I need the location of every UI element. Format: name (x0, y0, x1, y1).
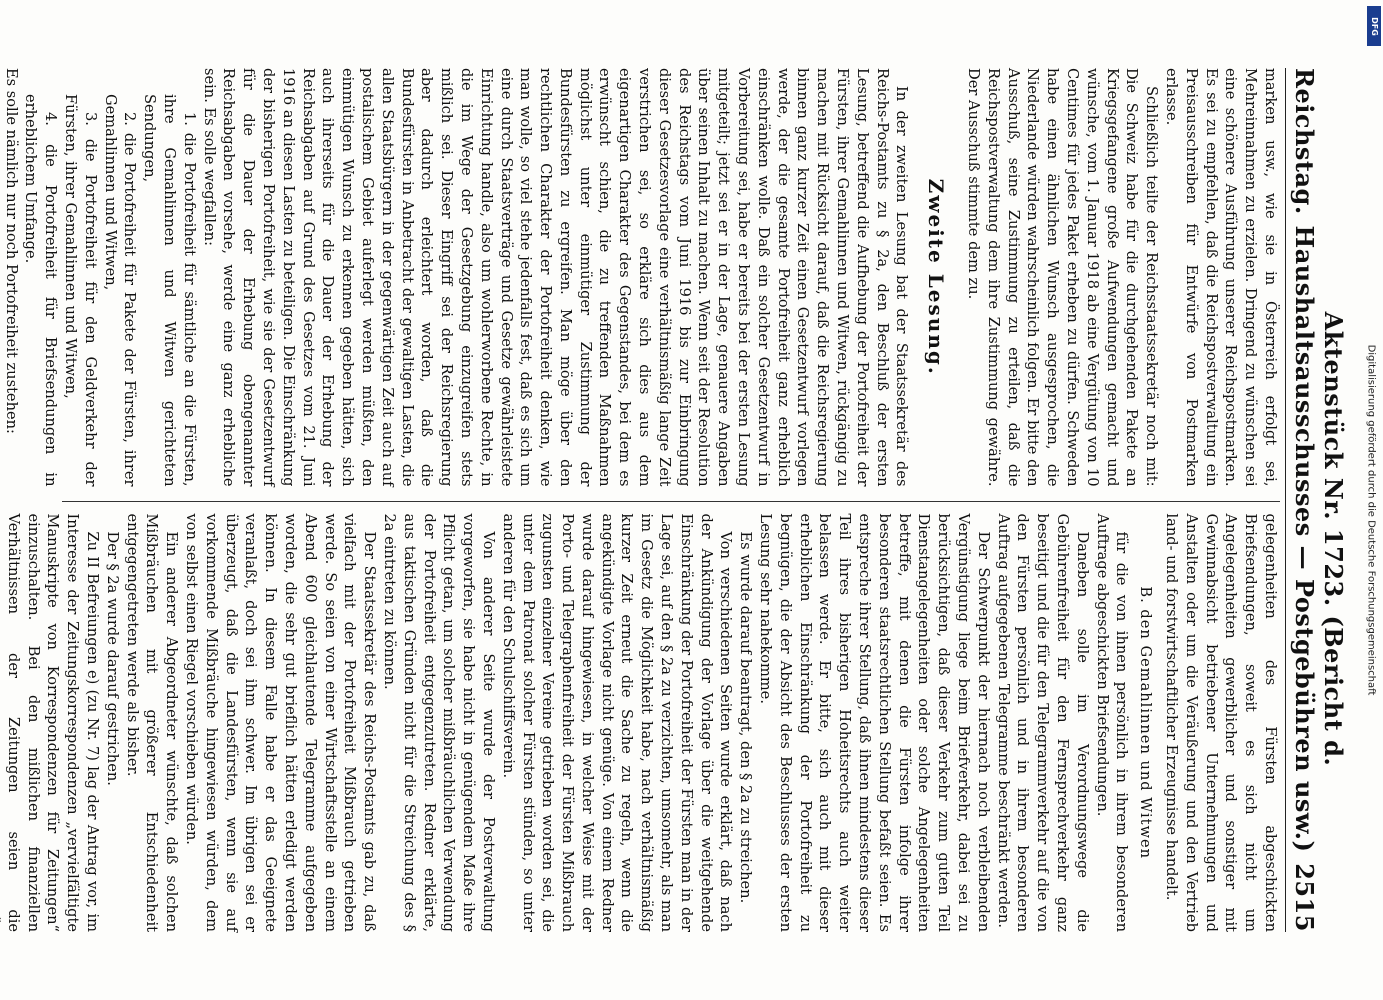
subheading: B. den Gemahlinnen und Witwen (1136, 586, 1154, 860)
list-item: 1. die Portofreiheit für sämtliche an die Fürsten, ihre Gemahlinnen und Witwen gerichteten Sendungen, (140, 94, 198, 487)
paragraph: Von anderer Seite wurde der Postverwaltung vorgeworfen, sie habe nicht in genügendem Maße ihre Pflicht getan, um solcher mißbräuchlichen Verwendung der Portofreiheit entgegenzutreten. Redner erklärte, aus taktischen Gründen nicht für die Streichung des § 2a eintreten zu können. (380, 513, 497, 932)
paragraph: Der Schwerpunkt der hiernach noch verbleibenden Vergünstigung liege beim Briefverkehr, dabei sei zu berücksichtigen, daß dieser Verkehr zum guten Teil Dienstangelegenheiten oder solche Angelegenheiten betreffe, mit denen die Fürsten infolge ihrer besonderen staatsrechtlichen Stellung befaßt seien. Es entspreche ihrer Stellung, daß ihnen mindestens dieser Teil ihres bisherigen Hoheitsrechts auch weiter belassen werde. Er bitte, sich auch mit dieser erheblichen Einschränkung der Portofreiheit zu begnügen, die der Absicht des Beschlusses der ersten Lesung sehr nahekomme. (756, 513, 992, 932)
document-sheet (2, 40, 1348, 960)
paragraph: Zu II Befreiungen e) (zu Nr. 7) lag der Antrag vor, im Interesse der Zeitungskorrespondenzen „vervielfältigte Manuskripte von Korrespondenzen für Zeitungen“ einzuschalten. Bei den mißlichen finanziellen Verhältnissen der Zeitungen seien die (4, 513, 101, 932)
paragraph: Daneben solle im Verordnungswege die Gebührenfreiheit für den Fernsprechverkehr ganz beseitigt und die für den Telegrammverkehr auf die von den Fürsten persönlich und in ihrem besonderen Auftrag aufgegebenen Telegramme beschränkt werden. (994, 513, 1091, 932)
dfg-logo-text: DFG (1369, 16, 1379, 36)
column-right (4, 501, 1280, 933)
paragraph: Schließlich teilte der Reichsstaatssekretär noch mit: Die Schweiz habe für die durchgehenden Pakete an Kriegsgefangene große Aufwendungen gemacht und wünsche, vom 1. Januar 1918 ab eine Vergütung von 10 Centimes für jedes Paket erheben zu dürfen. Schweden habe einen ähnlichen Wunsch ausgesprochen, die Niederlande würden wahrscheinlich folgen. Er bitte den Ausschuß, seine Zustimmung zu erteilen, daß die Reichspostverwaltung dem ihre Zustimmung gewähre. Der Ausschuß stimmte dem zu. (964, 68, 1160, 487)
paragraph: In der zweiten Lesung bat der Staatssekretär des Reichs-Postamts zu § 2a, den Beschluß der ersten Lesung, betreffend die Aufhebung der Portofreiheit der Fürsten, ihrer Gemahlinnen und Witwen, rückgängig zu machen mit Rücksicht darauf, daß die Reichsregierung binnen ganz kurzer Zeit einen Gesetzentwurf vorlegen werde, der die gesamte Portofreiheit ganz erheblich einschränken wolle. Daß ein solcher Gesetzentwurf in Vorbereitung sei, habe er bereits bei der ersten Lesung mitgeteilt; jetzt sei er in der Lage, genauere Angaben über seinen Inhalt zu machen. Wenn seit der Resolution des Reichstags vom Juni 1916 bis zur Einbringung dieser Gesetzesvorlage eine verhältnismäßig lange Zeit verstrichen sei, so erkläre sich dies aus dem eigenartigen Charakter des Gegenstandes, bei dem es erwünscht schien, die zu treffenden Maßnahmen möglichst unter einmütiger Zustimmung der Bundesfürsten zu ergreifen. Man möge über den rechtlichen Charakter der Portofreiheit denken, wie man wolle, so viel stehe jedenfalls fest, daß es sich um eine durch Staatsverträge und Gesetze gewährleistete Einrichtung handle, also um wohlerworbene Rechte, in die im Wege der Gesetzgebung einzugreifen stets mißlich sei. Dieser Eingriff sei der Reichsregierung aber dadurch erleichtert worden, daß die Bundesfürsten in Anbetracht der gewaltigen Lasten, die allen Staatsbürgern in der gegenwärtigen Zeit auch auf postalischem Gebiet auferlegt werden müßten, den einmütigen Wunsch zu erkennen gegeben hätten, sich auch ihrerseits für die Dauer der Erhebung der Reichsabgaben auf Grund des Gesetzes vom 21. Juni 1916 an diesen Lasten zu beteiligen. Die Einschränkung der bisherigen Portofreiheit, wie sie der Gesetzentwurf für die Dauer der Erhebung obengenannter Reichsabgaben vorsehe, werde eine ganz erhebliche sein. Es solle wegfallen: (200, 68, 910, 487)
paragraph: Ein anderer Abgeordneter wünschte, daß solchen Mißbräuchen mit größerer Entschiedenheit entgegengetreten werde als bisher. (123, 513, 180, 932)
text-columns (2, 68, 1280, 932)
digitization-note (1363, 50, 1379, 990)
header-chamber: Reichstag. (1289, 68, 1319, 215)
paragraph: marken usw., wie sie in Österreich erfolgt sei, Mehreinnahmen zu erzielen. Dringend zu wünschen sei eine schönere Ausführung unserer Reichspostmarken. Es sei zu empfehlen, daß die Reichspostverwaltung ein Preisausschreiben für Entwürfe von Postmarken erlasse. (1162, 68, 1279, 487)
page-number: 2515 (1289, 863, 1319, 932)
column-left (2, 68, 1280, 487)
digitization-note-text: Digitalisierung gefördert durch die Deutsche Forschungsgemeinschaft (1365, 344, 1377, 696)
list-item: 4. die Portofreiheit für Briefsendungen in erheblichem Umfange. (21, 94, 59, 487)
header-title: Aktenstück Nr. 1723. (Bericht d. Haushaltsausschusses — Postgebühren usw.) (1289, 225, 1348, 853)
paragraph: Von verschiedenen Seiten wurde erklärt, daß nach der Ankündigung der Vorlage über die weitgehende Einschränkung der Portofreiheit der Fürsten man in der Lage sei, auf den § 2a zu verzichten, umsomehr, als man im Gesetz die Möglichkeit habe, nach verhältnismäßig kurzer Zeit erneut die Sache zu regeln, wenn die angekündigte Vorlage nicht genüge. Von einem Redner wurde darauf hingewiesen, in welcher Weise mit der Porto- und Telegraphenfreiheit der Fürsten Mißbrauch zugunsten einzelner Vereine getrieben worden sei, die unter dem Patronat solcher Fürsten stünden, so unter anderen für den Schulschiffsverein. (499, 513, 734, 932)
list-item: 3. die Portofreiheit für den Geldverkehr der Fürsten, ihrer Gemahlinnen und Witwen, (61, 94, 99, 487)
paragraph: Es wurde darauf beantragt, den § 2a zu streichen. (736, 531, 754, 904)
paragraph: Es solle nämlich nur noch Portofreiheit zustehen: (2, 68, 20, 434)
paragraph: Der § 2a wurde darauf gestrichen. (103, 531, 121, 786)
paragraph: für die von ihnen persönlich in ihrem besonderen Auftrage abgeschickten Briefsendungen. (1093, 513, 1130, 932)
section-title: Zweite Lesung. (923, 178, 948, 376)
paragraph: gelegenheiten des Fürsten abgeschickten Briefsendungen, soweit es sich nicht um Angelegenheiten gewerblicher und sonstiger mit Gewinnabsicht betriebener Unternehmungen und Anstalten oder um die Veräußerung und den Vertrieb land- und forstwirtschaftlicher Erzeugnisse handelt. (1162, 513, 1279, 932)
dfg-logo (1367, 6, 1381, 46)
paragraph: Der Staatssekretär des Reichs-Postamts gab zu, daß vielfach mit der Portofreiheit Mißbrauch getrieben werde. So seien von einer Wirtschaftsstelle an einem Abend 600 gleichlautende Telegramme aufgegeben worden, die sehr gut brieflich hätten erledigt werden können. In diesem Falle habe er das Geeignete veranlaßt, doch sei ihm schwer. Im übrigen sei er überzeugt, daß die Landesfürsten, wenn sie auf vorkommende Mißbräuche hingewiesen würden, dem von selbst einen Riegel vorschieben würden. (182, 513, 378, 932)
running-header (1285, 68, 1348, 932)
list-item: 2. die Portofreiheit für Pakete der Fürsten, ihrer Gemahlinnen und Witwen, (101, 94, 138, 487)
